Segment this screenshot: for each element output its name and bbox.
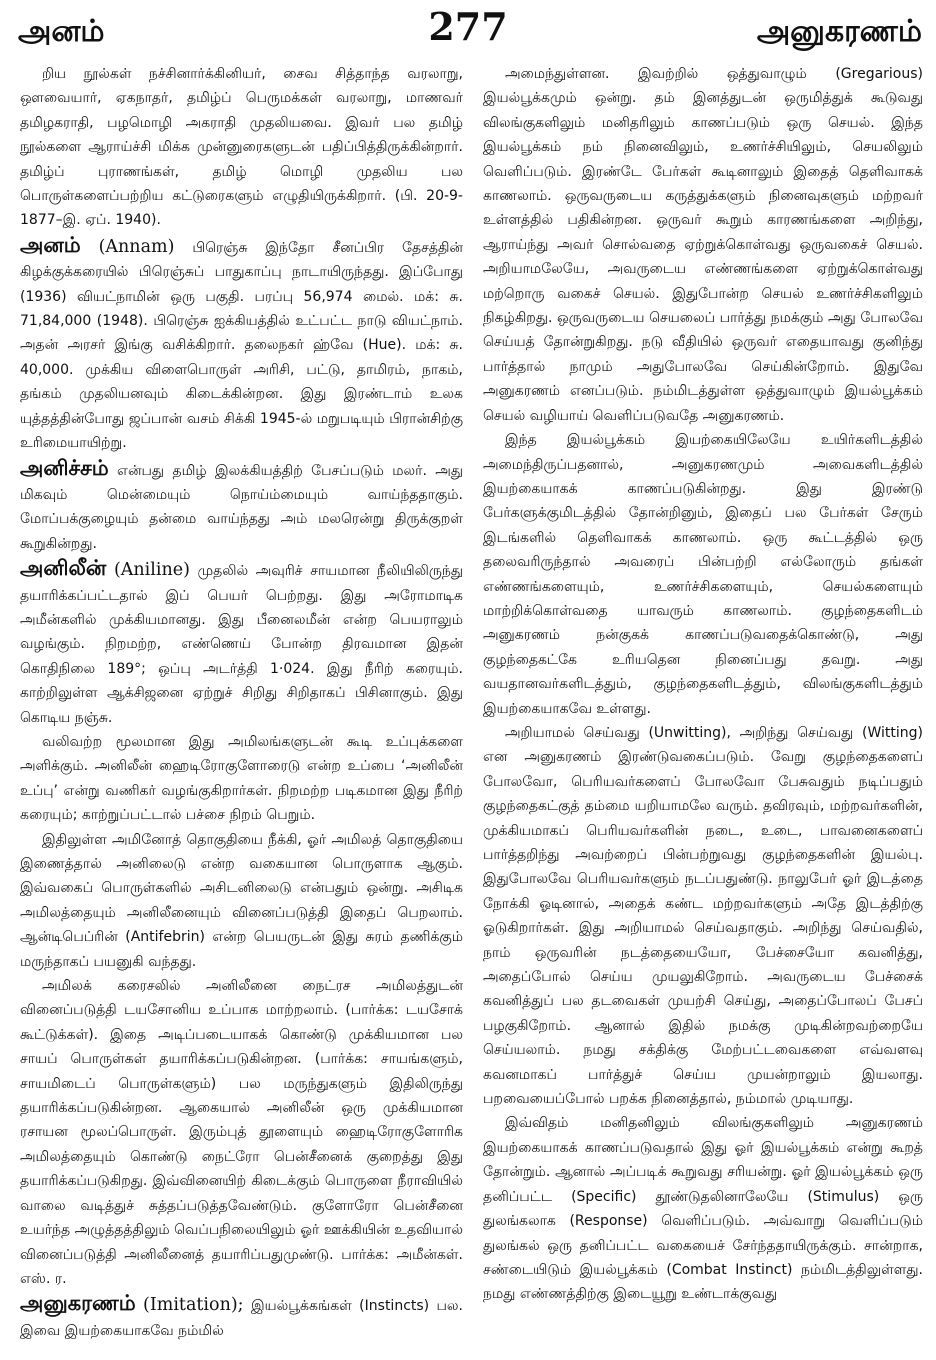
paragraph-text: அறியாமல் செய்வது (Unwitting), அறிந்து செய்வது (Witting) என அனுகரணம் இரண்டுவகைப்படும். வேறு குழந்தைகளைப் போலவோ, பெரியவர்களைப் போலவோ பேசுவதும் நடிப்பதும் குழந்தைகட்குத் தம்மை யறியாமலே வரும். தவிரவும், மற்றவர்களின், முக்கியமாகப் பெரியவர்களின் நடை, உடை, பாவனைகளைப் பார்த்தறிந்து அவற்றைப் பின்பற்றுவது குழந்தைகளின் இயல்பு. இதுபோலவே பெரியவர்களும் நடப்பதுண்டு. நாலுபேர் ஓர் இடத்தை நோக்கி ஓடினால், அதைக் கண்ட மற்றவர்களும் அதே இடத்திற்கு ஓடுகிறார்கள். இது அறியாமல் செய்வதாகும். அறிந்து செய்வதில், நாம் ஒருவரின் நடத்தையையோ, பேச்சையோ கவனித்து, அதைப்போல் செய்ய முயலுகிறோம். அவருடைய பேச்சைக் கவனித்துப் பல தடவைகள் முயற்சி செய்து, அதைப்போலப் பேசப் பழகுகிறோம். ஆனால் இதில் நமக்கு முடிகின்றவற்றையே செய்யலாம். நமது சக்திக்கு மேற்பட்டவைகளை எவ்வளவு கவனமாகப் பார்த்துச் செய்ய முயன்றாலும் இயலாது. பறவையைப்போல் பறக்க நினைத்தால், நம்மால் முடியாது. xyxy=(483,724,923,1108)
paragraph-text: அமைந்துள்ளன. இவற்றில் ஒத்துவாழும் (Gregarious) இயல்பூக்கமும் ஒன்று. தம் இனத்துடன் ஒருமித்துக் கூடுவது விலங்குகளிலும் மனிதரிலும் காணப்படும் ஒரு செயல். இந்த இயல்பூக்கம் நம் நினைவிலும், உணர்ச்சியிலும், செயலிலும் வெளிப்படும். இரண்டே பேர்கள் கூடினாலும் இதைத் தெளிவாகக் காணலாம். ஒருவருடைய கருத்துக்களும் நினைவுகளும் மற்றவர் உள்ளத்தில் பதிகின்றன. ஒருவர் கூறும் காரணங்களை அறிந்து, ஆராய்ந்து அவர் சொல்வதை ஏற்றுக்கொள்வது ஒருவகைச் செயல். அறியாமலேயே, அவருடைய எண்ணங்களை ஏற்றுக்கொள்வது மற்றொரு வகைச் செயல். இதுபோன்ற செயல் உணர்ச்சிகளிலும் நிகழ்கிறது. ஒருவருடைய செயலைப் பார்த்து நமக்கும் அது போலவே செய்யத் தோன்றுகிறது. நடு வீதியில் ஒருவர் எதையாவது குனிந்து பார்த்தால் நாமும் அதுபோலவே செய்கின்றோம். இதுவே அனுகரணம் எனப்படும். நம்மிடத்துள்ள ஒத்துவாழும் இயல்பூக்கம் செயல் வழியாய் வெளிப்படுவதே அனுகரணம். xyxy=(483,66,923,424)
paragraph-text: றிய நூல்கள் நச்சினார்க்கினியர், சைவ சித்தாந்த வரலாறு, ஔவையார், ஏகநாதர், தமிழ்ப் பெருமக்கள் வரலாறு, மாணவர் தமிழகராதி, பழமொழி அகராதி முதலியவை. இவர் பல தமிழ் நூல்களை ஆராய்ச்சி மிக்க முன்னுரைகளுடன் பதிப்பித்திருக்கின்றார். தமிழ்ப் புராணங்கள், தமிழ் மொழி முதலிய பல பொருள்களைப்பற்றிய கட்டுரைகளும் எழுதியிருக்கிறார். (பி. 20-9-1877–இ. ஏப். 1940). xyxy=(20,66,463,229)
entry-latin-name: (Aniline) xyxy=(113,560,190,581)
entry-headword: அனுகரணம் xyxy=(20,1291,136,1316)
left-paragraph xyxy=(20,1291,463,1343)
paragraph-text: வலிவற்ற மூலமான இது அமிலங்களுடன் கூடி உப்புக்களை அளிக்கும். அனிலீன் ஹைடிரோகுளோரைடு என்ற உப்பை ‘அனிலீன் உப்பு’ என்று வணிகர் வழங்குகிறார்கள். நிறமற்ற படிகமான இது நீரிற் கரையும்; காற்றுப்பட்டால் பச்சை நிறம் பெறும். xyxy=(20,733,463,824)
running-head-right: அனுகரணம் xyxy=(756,14,922,49)
paragraph-text: என்பது தமிழ் இலக்கியத்திற் பேசப்படும் மலர். அது மிகவும் மென்மையும் நொய்ம்மையும் வாய்ந்ததாகும். மோப்பக்குழையும் தன்மை வாய்ந்தது அம் மலரென்று திருக்குறள் கூறுகின்றது. xyxy=(20,462,463,552)
paragraph-text: இயல்பூக்கங்கள் (Instincts) பல. இவை இயற்கையாகவே நம்மில் xyxy=(20,1298,463,1339)
entry-headword: அனம் xyxy=(20,232,81,257)
entry-latin-name: (Imitation); xyxy=(143,1295,244,1316)
paragraph-text: இதிலுள்ள அமினோத் தொகுதியை நீக்கி, ஓர் அமிலத் தொகுதியை இணைத்தால் அனிலைடு என்ற வகையான பொருளாக ஆகும். இவ்வகைப் பொருள்களில் அசிடனிலைடு என்பதும் ஒன்று. அசிடிக அமிலத்தையும் அனிலீனையும் வினைப்படுத்தி இதைப் பெறலாம். ஆன்டிபெப்ரின் (Antifebrin) என்ற பெயருடன் இது சுரம் தணிக்கும் மருந்தாகப் பயனுகி வந்தது. xyxy=(20,831,463,970)
right-paragraph xyxy=(483,721,923,1112)
right-column xyxy=(483,62,923,1352)
left-paragraph xyxy=(20,556,463,730)
left-column xyxy=(20,62,463,1352)
paragraph-text: இந்த இயல்பூக்கம் இயற்கையிலேயே உயிர்களிடத்தில் அமைந்திருப்பதனால், அனுகரணமும் அவைகளிடத்தில் இயற்கையாகக் காணப்படுகின்றது. இது இரண்டு பேர்களுக்குமிடத்தில் தோன்றினும், இதைப் பல பேர்கள் சேரும் இடங்களில் தெளிவாகக் காணலாம். ஒரு கூட்டத்தில் ஒரு தலைவரிருந்தால் அவரைப் பின்பற்றி எல்லோரும் தங்கள் எண்ணங்களையும், உணர்ச்சிகளையும், செயல்களையும் மாற்றிக்கொள்வதை யாவரும் காணலாம். குழந்தைகளிடம் அனுகரணம் நன்குகக் காணப்படுவதைக்கொண்டு, அது குழந்தைகட்கே உரியதென நினைப்பது தவறு. அது வயதானவர்களிடத்தும், குழந்தைகளிடத்தும், விலங்குகளிடத்தும் இயற்கையாகவே உள்ளது. xyxy=(483,432,923,717)
left-paragraph xyxy=(20,62,463,233)
running-head-left: அனம் xyxy=(18,14,105,49)
right-paragraph xyxy=(483,428,923,721)
entry-headword: அனிச்சம் xyxy=(20,455,109,480)
paragraph-text: பிரெஞ்சு இந்தோ சீனப்பிர தேசத்தின் கிழக்குக்கரையில் பிரெஞ்சுப் பாதுகாப்பு நாடாயிருந்தது. இப்போது (1936) வியட்நாமின் ஒரு பகுதி. பரப்பு 56,974 மைல். மக்: சு. 71,84,000 (1948). பிரெஞ்சு ஐக்கியத்தில் உட்பட்ட நாடு வியட்நாம். அதன் அரசர் இங்கு வசிக்கிறார். தலைநகர் ஹ்வே (Hue). மக்: சு. 40,000. முக்கிய விளைபொருள் அரிசி, பட்டு, தாமிரம், நாகம், தங்கம் முதலியனவும் கிடைக்கின்றன. இது இரண்டாம் உலக யுத்தத்தின்போது ஜப்பான் வசம் சிக்கி 1945-ல் மறுபடியும் பிரான்சிற்கு உரிமையாயிற்று. xyxy=(20,239,463,452)
left-paragraph xyxy=(20,828,463,974)
paragraph-text: அமிலக் கரைசலில் அனிலீனை நைட்ரச அமிலத்துடன் வினைப்படுத்தி டயசோனிய உப்பாக மாற்றலாம். (பார்க்க: டயசோக் கூட்டுக்கள்). இதை அடிப்படையாகக் கொண்டு முக்கியமான பல சாயப் பொருள்கள் தயாரிக்கப்படுகின்றன. (பார்க்க: சாயங்களும், சாயமிடைப் பொருள்களும்) பல மருந்துகளும் இதிலிருந்து தயாரிக்கப்படுகின்றன. ஆகையால் அனிலீன் ஒரு முக்கியமான ரசாயன மூலப்பொருள். இரும்புத் தூளையும் ஹைடிரோகுளோரிக அமிலத்தையும் கொண்டு நைட்ரோ பென்சீனைக் குறைத்து இது தயாரிக்கப்படுகிறது. இவ்வினையிற் கிடைக்கும் பொருளை நீராவியில் வாலை வடித்துச் சுத்தப்படுத்தவேண்டும். குளோரோ பென்சீனை உயர்ந்த அழுத்தத்திலும் வெப்பநிலையிலும் ஓர் ஊக்கியின் உதவியால் வினைப்படுத்தி அனிலீனைத் தயாரிப்பதுமுண்டு. பார்க்க: அமீன்கள். எஸ். ர. xyxy=(20,978,463,1287)
right-paragraph xyxy=(483,1111,923,1306)
left-paragraph xyxy=(20,456,463,557)
page-header xyxy=(0,0,936,62)
left-paragraph xyxy=(20,730,463,828)
left-paragraph xyxy=(20,233,463,456)
paragraph-text: இவ்விதம் மனிதனிலும் விலங்குகளிலும் அனுகரணம் இயற்கையாகக் காணப்படுவதால் இது ஓர் இயல்பூக்கம் என்று கூறத் தோன்றும். ஆனால் அப்படிக் கூறுவது சரியன்று. ஓர் இயல்பூக்கம் ஒரு தனிப்பட்ட (Specific) தூண்டுதலினாலேயே (Stimulus) ஒரு துலங்கலாக (Response) வெளிப்படும். அவ்வாறு வெளிப்படும் துலங்கல் ஒரு தனிப்பட்ட வகையைச் சேர்ந்ததாயிருக்கும். சான்றாக, சண்டையிடும் இயல்பூக்கம் (Combat Instinct) நம்மிடத்திலுள்ளது. நமது எண்ணத்திற்கு இடையூறு உண்டாக்குவது xyxy=(483,1115,923,1303)
entry-headword: அனிலீன் xyxy=(20,556,107,581)
paragraph-text: முதலில் அவுரிச் சாயமான நீலியிலிருந்து தயாரிக்கப்பட்டதால் இப் பெயர் பெற்றது. இது அரோமாடிக அமீன்களில் முக்கியமானது. இது பீனைலமீன் என்ற பெயராலும் வழங்கும். நிறமற்ற, எண்ணெய் போன்ற திரவமான இதன் கொதிநிலை 189°; ஒப்பு அடர்த்தி 1·024. இது நீரிற் கரையும். காற்றிலுள்ள ஆக்சிஜனை ஏற்றுச் சிறிது சிறிதாகப் பிசினாகும். இது கொடிய நஞ்சு. xyxy=(20,563,463,726)
entry-latin-name: (Annam) xyxy=(98,236,175,257)
left-paragraph xyxy=(20,974,463,1291)
right-paragraph xyxy=(483,62,923,428)
page-number: 277 xyxy=(428,4,508,49)
